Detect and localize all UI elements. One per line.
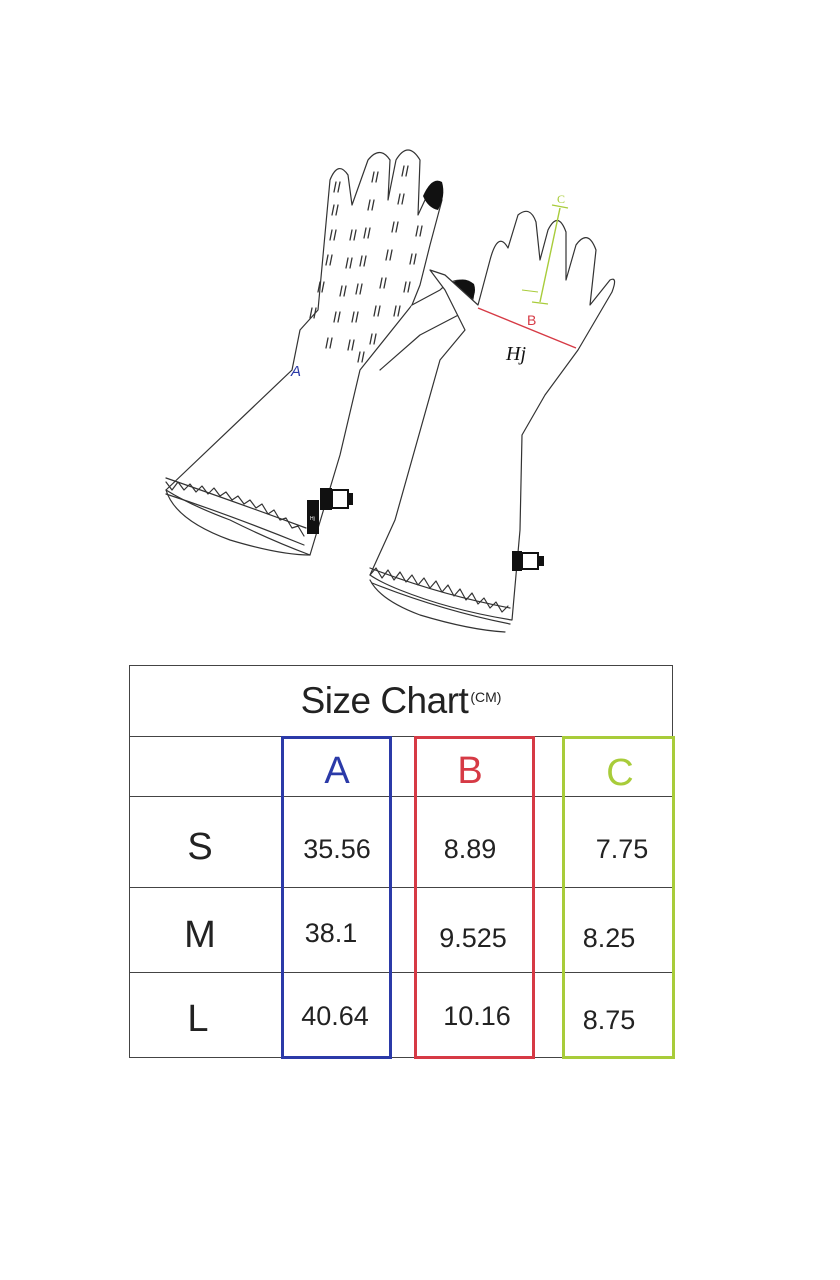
column-header-c: C [606, 752, 634, 794]
cell-m-b: 9.525 [439, 923, 507, 953]
column-box-a [281, 736, 392, 1059]
cell-m-c: 8.25 [582, 923, 636, 953]
cell-s-a: 35.56 [303, 834, 371, 864]
cell-l-b: 10.16 [443, 1001, 511, 1031]
cell-m-a: 38.1 [304, 918, 358, 948]
column-header-a: A [324, 750, 350, 792]
column-box-c [562, 736, 675, 1059]
size-chart-title: Size Chart [300, 680, 469, 721]
column-header-b: B [457, 750, 483, 792]
cell-s-b: 8.89 [443, 834, 497, 864]
size-label-s: S [187, 826, 213, 868]
diagram-label-a: A [291, 363, 302, 380]
svg-text:Hj: Hj [310, 516, 315, 522]
size-chart-unit: (CM) [470, 689, 502, 705]
size-label-l: L [187, 998, 209, 1040]
cell-s-c: 7.75 [595, 834, 649, 864]
column-box-b [414, 736, 535, 1059]
size-chart-title-row [130, 666, 672, 737]
diagram-label-c: C [557, 192, 566, 206]
cell-l-c: 8.75 [582, 1005, 636, 1035]
brand-logo: Hj [506, 343, 526, 365]
right-buckle-icon [512, 551, 544, 571]
size-label-m: M [184, 914, 216, 956]
diagram-label-b: B [527, 312, 537, 328]
cell-l-a: 40.64 [301, 1001, 369, 1031]
left-buckle-icon [320, 488, 353, 510]
